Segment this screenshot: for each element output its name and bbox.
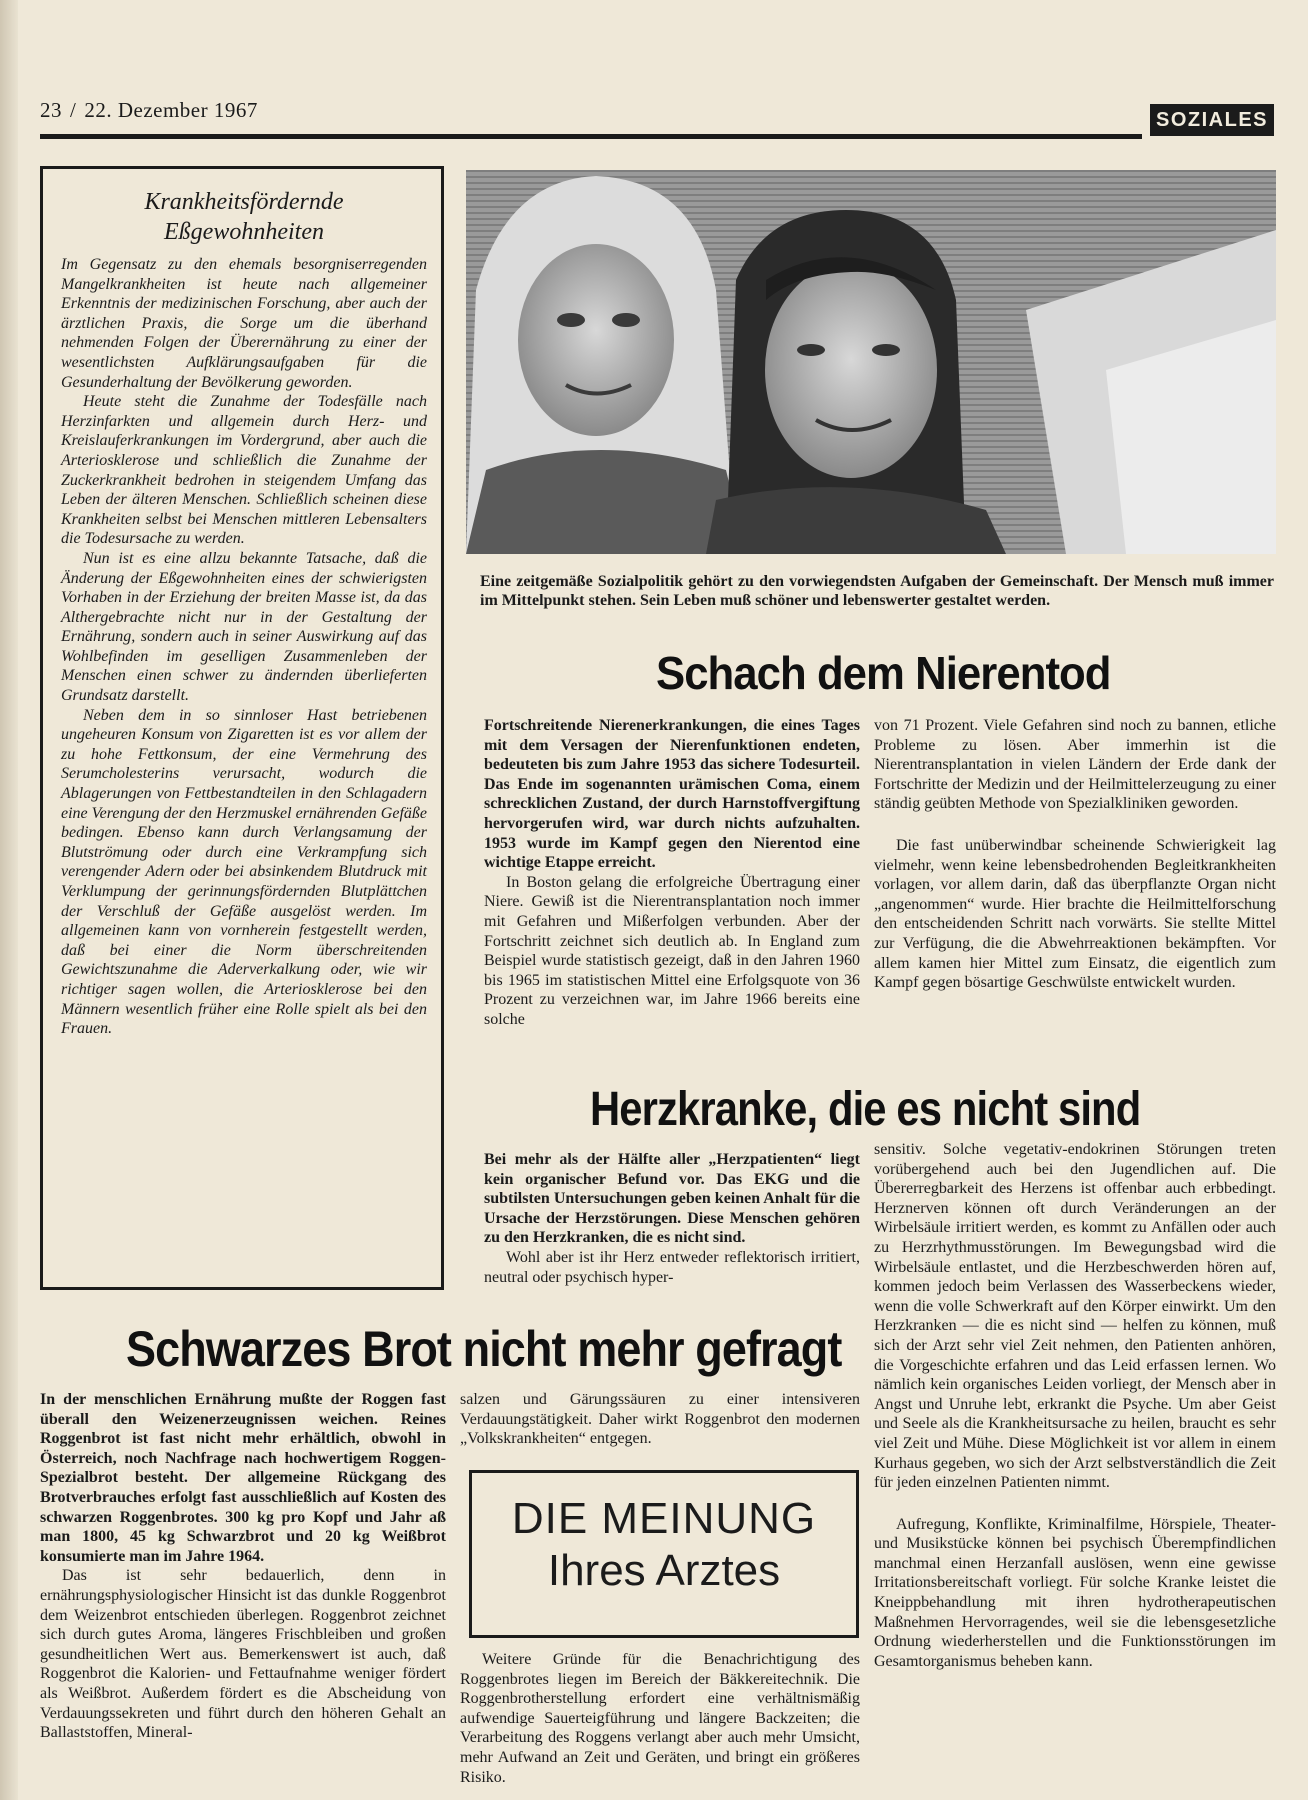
issue-date: 22. Dezember 1967 bbox=[84, 98, 258, 122]
herzkranke-paragraph: Aufregung, Konflikte, Kriminalfilme, Hörspiele, Theater- und Musikstücke können bei psychisch Überempfindlichen manchmal einen Herzanfall auslösen, wenn eine gewisse Irritationsbereitschaft vorliegt. Für solche Kranke leistet die Kneippbehandlung mit ihren hydrotherapeutischen Maßnehmen Hervorragendes, weil sie die lebensgesetzliche Ordnung wiederherstellen und die Funktionsstörungen im Gesamtorganismus beheben kann. bbox=[874, 1515, 1276, 1670]
nierentod-column-left bbox=[484, 716, 860, 1030]
nierentod-lead: Fortschreitende Nierenerkrankungen, die eines Tages mit dem Versagen der Nierenfunktionen endeten, bedeuteten bis zum Jahre 1953 das sichere Todesurteil. Das Ende im sogenannten urämischen Coma, einem schrecklichen Zustand, der durch Harnstoffvergiftung hervorgerufen wird, war durch nichts aufzuhalten. 1953 wurde im Kampf gegen den Nierentod eine wichtige Etappe erreicht. bbox=[484, 717, 860, 872]
nierentod-paragraph: von 71 Prozent. Viele Gefahren sind noch zu bannen, etliche Probleme zu lösen. Aber immerhin ist die Nierentransplantation in vielen Ländern der Erde dank der Fortschritte der Medizin und der Heilmittelerzeugung zu einer ständig geübten Methode von Spezialkliniken geworden. bbox=[874, 717, 1276, 813]
meinung-box bbox=[469, 1470, 859, 1638]
herzkranke-paragraph: Wohl aber ist ihr Herz entweder reflektorisch irritiert, neutral oder psychisch hyper- bbox=[484, 1248, 860, 1286]
photo-illustration bbox=[466, 170, 1276, 554]
sidebar-box bbox=[40, 166, 444, 1290]
headline-herzkranke: Herzkranke, die es nicht sind bbox=[590, 1083, 1141, 1136]
photo-caption: Eine zeitgemäße Sozialpolitik gehört zu den vorwiegendsten Aufgaben der Gemeinschaft. Der Mensch muß immer im Mittelpunkt stehen. Sein Leben muß schöner und lebenswerter gestaltet werden. bbox=[480, 573, 1274, 609]
sidebar-title bbox=[61, 187, 427, 247]
brot-paragraph: salzen und Gärungssäuren zu einer intensiveren Verdauungstätigkeit. Daher wirkt Roggenbrot den modernen „Volkskrankheiten“ entgegen. bbox=[460, 1391, 860, 1448]
photo-two-women bbox=[466, 170, 1276, 554]
brot-column-right-bottom bbox=[460, 1650, 860, 1787]
paragraph-gap bbox=[874, 1493, 1276, 1515]
sidebar-title-line2: Eßgewohnheiten bbox=[164, 219, 324, 245]
nierentod-paragraph: In Boston gelang die erfolgreiche Übertragung einer Niere. Gewiß ist die Nierentransplantation noch immer mit Gefahren und Mißerfolgen verbunden. Aber der Fortschritt zeichnet sich deutlich ab. In England zum Beispiel wurde statistisch gezeigt, daß in den Jahren 1960 bis 1965 im statistischen Mittel eine Erfolgsquote von 36 Prozent zu verzeichnen war, im Jahre 1966 bereits eine solche bbox=[484, 873, 860, 1028]
nierentod-column-right bbox=[874, 716, 1276, 993]
headline-nierentod: Schach dem Nierentod bbox=[656, 647, 1111, 699]
brot-column-right-top bbox=[460, 1390, 860, 1449]
sidebar-paragraph: Neben dem in so sinnloser Hast betriebenen ungeheuren Konsum von Zigaretten ist es vor allem der zu hohe Fettkonsum, der eine Vermehrung des Serumcholesterins verursacht, wodurch die Ablagerungen von Fettbestandteilen in den Schlagadern eine Verengung der den Herzmuskel ernährenden Gefäße bedingen. Ebenso kann durch Verlangsamung der Blutströmung oder durch eine Verkrampfung sich verengender Adern oder bei absinkendem Blutdruck mit Verklumpung der gerinnungsfördernden Blutplättchen der Verschluß der Gefäße ausgelöst werden. Im allgemeinen kann von vornherein festgestellt werden, daß bei einer die Norm überschreitenden Gewichtszunahme die Aderverkalkung oder, wie wir richtiger sagen wollen, die Arteriosklerose bei den Männern wesentlich früher eine Rolle spielt als bei den Frauen. bbox=[61, 706, 427, 1038]
meinung-line2: Ihres Arztes bbox=[547, 1546, 781, 1595]
page-header bbox=[40, 98, 258, 123]
brot-paragraph: Weitere Gründe für die Benachrichtigung des Roggenbrotes liegen im Bereich der Bäkkereitechnik. Die Roggenbrotherstellung erfordert eine verhältnismäßig aufwendige Sauerteigführung und längere Backzeiten; die Verarbeitung des Roggens verlangt aber auch mehr Umsicht, mehr Aufwand an Zeit und Geräten, und bringt ein größeres Risiko. bbox=[460, 1651, 860, 1786]
sidebar-title-line1: Krankheitsfördernde bbox=[144, 189, 344, 215]
paragraph-gap bbox=[874, 814, 1276, 836]
herzkranke-column-right bbox=[874, 1140, 1276, 1671]
header-rule bbox=[40, 134, 1142, 139]
sidebar-paragraph: Nun ist es eine allzu bekannte Tatsache, daß die Änderung der Eßgewohnheiten eines der schwierigsten Vorhaben in der Erziehung der breiten Masse ist, da das Althergebrachte nicht nur in der Gestaltung der Ernährung, sondern auch in seiner Auswirkung auf das Wohlbefinden im geselligen Zusammenleben der Menschen einen schwer zu ändernden überlieferten Grundsatz darstellt. bbox=[61, 549, 427, 705]
herzkranke-column-left bbox=[484, 1150, 860, 1287]
header-separator: / bbox=[70, 98, 77, 122]
herzkranke-paragraph: sensitiv. Solche vegetativ-endokrinen Störungen treten vorübergehend auch bei den Jugendlichen auf. Die Übererregbarkeit des Herzens ist offenbar auch erbbedingt. Herznerven können oft durch Veränderungen an der Wirbelsäule irritiert werden, es kommt zu Anfällen oder auch zu Herzrhythmusstörungen. Im Bewegungsbad wird die Wirbelsäule entlastet, und die Herzbeschwerden hören auf, kommen jedoch beim Verlassen des Wasserbeckens wieder, wenn die volle Schwerkraft auf den Körper einwirkt. Um den Herzkranken — die es nicht sind — helfen zu können, muß sich der Arzt sehr viel Zeit nehmen, den Patienten anhören, die Vorgeschichte erfahren und das Leid erfassen lernen. Wo nämlich kein organisches Leiden vorliegt, der Mensch aber in Angst und Unruhe lebt, erkrankt die Psyche. Um aber Geist und Seele als die Krankheitsursache zu heilen, braucht es sehr viel Zeit und Mühe. Diese Möglichkeit ist vor allem in einem Kurhaus gegeben, wo sich der Arzt selbstverständlich die Zeit für jeden einzelnen Patienten nimmt. bbox=[874, 1141, 1276, 1492]
brot-paragraph: Das ist sehr bedauerlich, denn in ernährungsphysiologischer Hinsicht ist das dunkle Roggenbrot dem Weizenbrot entschieden überlegen. Roggenbrot zeichnet sich durch gutes Aroma, längeres Frischbleiben und großen gesundheitlichen Wert aus. Bemerkenswert ist auch, daß Roggenbrot die Kalorien- und Fettaufnahme weniger fördert als Weißbrot. Außerdem fördert es die Abscheidung von Verdauungssekreten und führt durch den höheren Gehalt an Ballaststoffen, Mineral- bbox=[40, 1567, 446, 1742]
section-label: SOZIALES bbox=[1150, 104, 1274, 136]
sidebar-paragraph: Heute steht die Zunahme der Todesfälle nach Herzinfarkten und allgemein durch Herz- und Kreislauferkrankungen im Vordergrund, aber auch die Arteriosklerose und schließlich die Zunahme der Zuckerkrankheit bedrohen in steigendem Umfang das Leben der älteren Menschen. Schließlich scheinen diese Krankheiten selbst bei Menschen mittleren Lebensalters die Todesursache zu werden. bbox=[61, 393, 427, 548]
meinung-line1: DIE MEINUNG bbox=[511, 1494, 817, 1543]
herzkranke-lead: Bei mehr als der Hälfte aller „Herzpatienten“ liegt kein organischer Befund vor. Das EKG und die subtilsten Untersuchungen geben keinen Anhalt für die Ursache der Herzstörungen. Diese Menschen gehören zu den Herzkranken, die es nicht sind. bbox=[484, 1151, 860, 1247]
page-spine bbox=[0, 0, 18, 1800]
page-number: 23 bbox=[40, 98, 62, 122]
nierentod-paragraph: Die fast unüberwindbar scheinende Schwierigkeit lag vielmehr, wenn keine lebensbedrohenden Begleitkrankheiten vorlagen, vor allem darin, daß das überpflanzte Organ nicht „angenommen“ wurde. Hier brachte die Heilmittelforschung den entscheidenden Schritt nach vorwärts. Sie stellte Mittel zur Verfügung, die die Abwehrreaktionen bekämpften. Vor allem kamen hier Mittel zum Einsatz, die eigentlich zum Kampf gegen bösartige Geschwülste entwickelt wurden. bbox=[874, 836, 1276, 992]
brot-column-left bbox=[40, 1390, 446, 1743]
sidebar-paragraph: Im Gegensatz zu den ehemals besorgniserregenden Mangelkrankheiten ist heute nach allgemeiner Erkenntnis der medizinischen Forschung, aber auch der ärztlichen Praxis, die Sorge um die überhand nehmenden Folgen der Überernährung zu einer der wesentlichsten Aufklärungsaufgaben für die Gesunderhaltung der Bevölkerung geworden. bbox=[61, 256, 427, 391]
brot-lead: In der menschlichen Ernährung mußte der Roggen fast überall den Weizenerzeugnissen weichen. Reines Roggenbrot ist fast nicht mehr erhältlich, obwohl in Österreich, noch Nachfrage nach hochwertigem Roggen-Spezialbrot besteht. Der allgemeine Rückgang des Brotverbrauches erfolgt fast ausschließlich auf Kosten des schwarzen Roggenbrotes. 300 kg pro Kopf und Jahr aß man 1800, 45 kg Schwarzbrot und 20 kg Weißbrot konsumierte man im Jahre 1964. bbox=[40, 1391, 446, 1565]
headline-schwarzes-brot: Schwarzes Brot nicht mehr gefragt bbox=[126, 1321, 842, 1377]
